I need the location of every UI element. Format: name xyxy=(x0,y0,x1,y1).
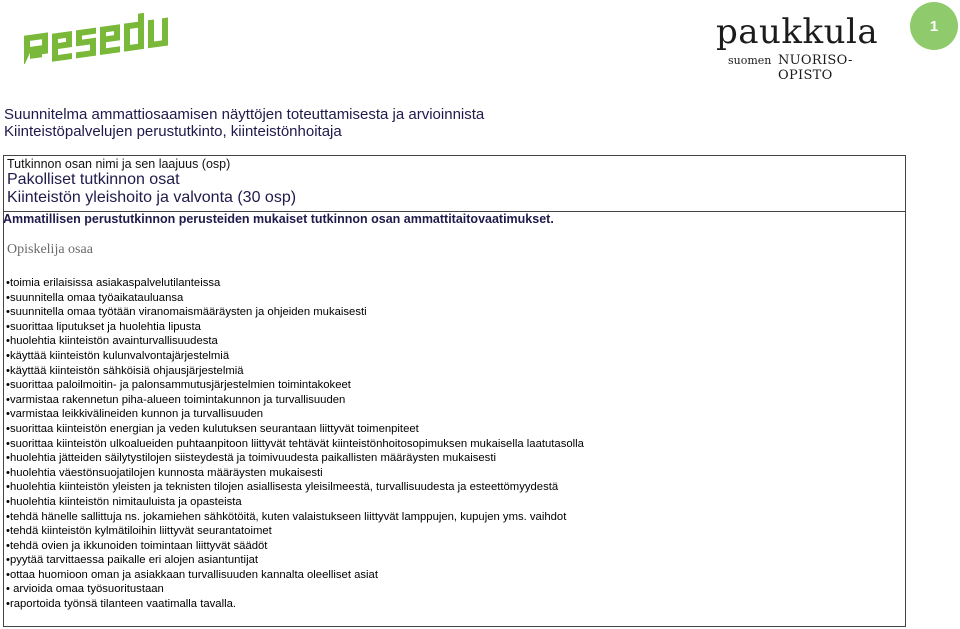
list-item: •suorittaa liputukset ja huolehtia lipusta xyxy=(6,320,201,333)
list-item: • arvioida omaa työsuoritustaan xyxy=(6,583,164,596)
page-number-badge: 1 xyxy=(910,2,958,50)
unit-label: Tutkinnon osan nimi ja sen laajuus (osp) xyxy=(7,157,231,171)
requirement-text: Ammatillisen perustutkinnon perusteiden mukaiset tutkinnon osan ammattitaitovaatimukset. xyxy=(3,212,554,226)
list-item: •suorittaa kiinteistön energian ja veden kulutuksen seurantaan liittyvät toimenpiteet xyxy=(6,422,419,435)
list-item: •ottaa huomioon oman ja asiakkaan turvallisuuden kannalta oleelliset asiat xyxy=(6,568,378,581)
logo-brand-text: paukkula xyxy=(716,12,879,52)
unit-category: Pakolliset tutkinnon osat xyxy=(7,171,180,188)
skills-list xyxy=(6,276,584,612)
list-item: •huolehtia jätteiden säilytystilojen siisteydestä ja toimivuudesta paikallisten määräysten mukaisesti xyxy=(6,452,496,465)
list-item: •tehdä ovien ja ikkunoiden toimintaan liittyvät säädöt xyxy=(6,539,268,552)
list-item: •tehdä kiinteistön kylmätiloihin liittyvät seurantatoimet xyxy=(6,525,272,538)
list-item: •tehdä hänelle sallittuja ns. jokamiehen sähkötöitä, kuten valaistukseen liittyvät lamppujen, kupujen yms. vaihdot xyxy=(6,510,567,523)
list-item: •pyytää tarvittaessa paikalle eri alojen asiantuntijat xyxy=(6,554,259,567)
unit-header-cell xyxy=(4,156,905,212)
list-item: •raportoida työnsä tilanteen vaatimalla tavalla. xyxy=(6,598,237,611)
document-titles xyxy=(4,106,484,140)
logo-sub-text-2: NUORISO-OPISTO xyxy=(778,53,853,83)
logo-sub-text-1: suomen xyxy=(728,54,772,67)
list-item: •huolehtia kiinteistön yleisten ja teknisten tilojen asiallisesta yleisilmeestä, turvallisuudesta ja esteettömyydestä xyxy=(6,481,559,494)
list-item: •käyttää kiinteistön sähköisiä ohjausjärjestelmiä xyxy=(6,364,244,377)
section-heading: Opiskelija osaa xyxy=(7,242,93,257)
list-item: •suorittaa kiinteistön ulkoalueiden puhtaanpitoon liittyvät tehtävät kiinteistönhoitosopimuksen mukaisella laatutasolla xyxy=(6,437,584,450)
paukkula-logo xyxy=(716,12,896,83)
list-item: •toimia erilaisissa asiakaspalvelutilanteissa xyxy=(6,277,221,289)
document-subtitle: Kiinteistöpalvelujen perustutkinto, kiinteistönhoitaja xyxy=(4,123,342,140)
unit-name: Kiinteistön yleishoito ja valvonta (30 osp) xyxy=(7,189,297,206)
esedu-logo xyxy=(22,12,170,64)
document-title: Suunnitelma ammattiosaamisen näyttöjen toteuttamisesta ja arvioinnista xyxy=(4,106,485,123)
list-item: •huolehtia kiinteistön avainturvallisuudesta xyxy=(6,335,218,348)
list-item: •varmistaa leikkivälineiden kunnon ja turvallisuuden xyxy=(6,408,264,421)
list-item: •suunnitella omaa työtään viranomaismääräysten ja ohjeiden mukaisesti xyxy=(6,306,367,319)
list-item: •huolehtia kiinteistön nimitauluista ja opasteista xyxy=(6,495,242,508)
list-item: •käyttää kiinteistön kulunvalvontajärjestelmiä xyxy=(6,349,230,362)
list-item: •varmistaa rakennetun piha-alueen toimintakunnon ja turvallisuuden xyxy=(6,393,346,406)
list-item: •suunnitella omaa työaikatauluansa xyxy=(6,291,184,304)
list-item: •huolehtia väestönsuojatilojen kunnosta määräysten mukaisesti xyxy=(6,466,323,479)
list-item: •suorittaa paloilmoitin- ja palonsammutusjärjestelmien toimintakokeet xyxy=(6,379,351,392)
